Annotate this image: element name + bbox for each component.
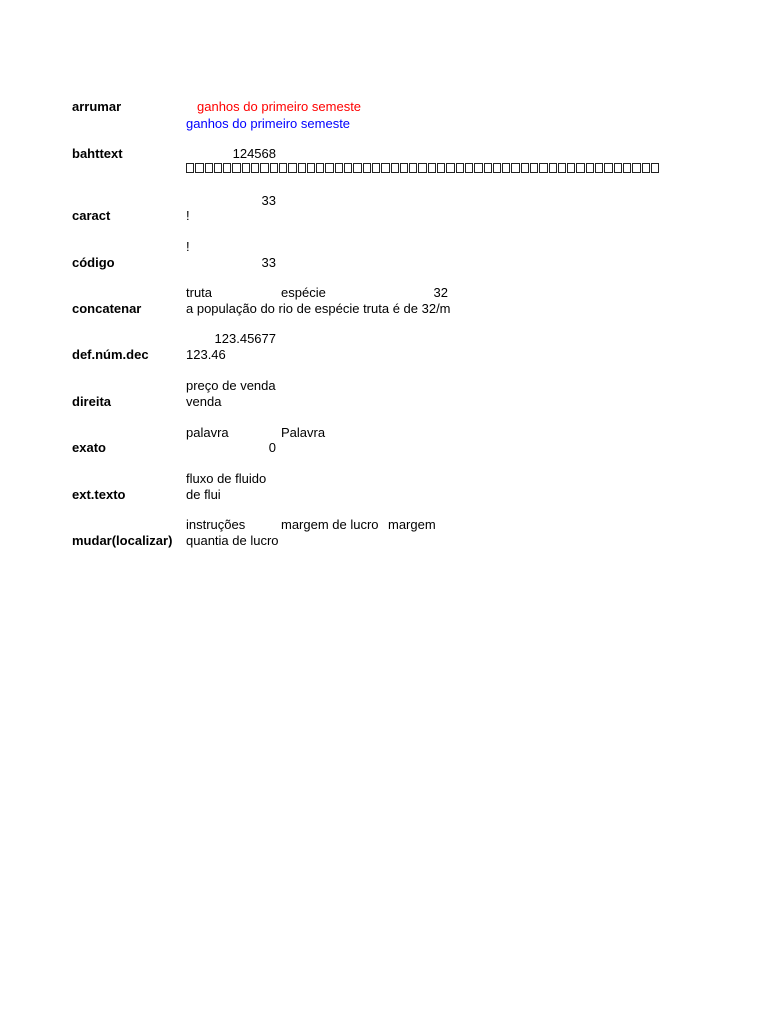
mudar-input-2: margem de lucro [281,517,379,532]
missing-glyph-box [567,163,575,173]
missing-glyph-box [539,163,547,173]
missing-glyph-box [307,163,315,173]
missing-glyph-box [260,163,268,173]
exato-input-1: palavra [186,425,229,440]
mudar-input-1: instruções [186,517,246,532]
missing-glyph-box [270,163,278,173]
missing-glyph-box [400,163,408,173]
concatenar-input-2: espécie [281,285,326,300]
missing-glyph-box [632,163,640,173]
missing-glyph-box [623,163,631,173]
missing-glyph-box [298,163,306,173]
ext-texto-input: fluxo de fluido [186,471,267,486]
missing-glyph-box [446,163,454,173]
missing-glyph-box [186,163,194,173]
missing-glyph-box [651,163,659,173]
missing-glyph-box [595,163,603,173]
caract-input: 33 [261,193,276,208]
missing-glyph-box [502,163,510,173]
missing-glyph-box [428,163,436,173]
missing-glyph-box [511,163,519,173]
exato-result: 0 [268,440,276,455]
arrumar-input: ganhos do primeiro semeste [197,99,362,114]
missing-glyph-box [214,163,222,173]
missing-glyph-box [316,163,324,173]
missing-glyph-box [353,163,361,173]
codigo-input: ! [186,239,190,254]
missing-glyph-box [251,163,259,173]
caract-result: ! [186,208,190,223]
concatenar-result: a população do rio de espécie truta é de 32/m [186,301,451,316]
missing-glyph-box [223,163,231,173]
missing-glyph-box [614,163,622,173]
direita-input: preço de venda [186,378,276,393]
missing-glyph-box [205,163,213,173]
missing-glyph-box [642,163,650,173]
missing-glyph-box [456,163,464,173]
missing-glyph-box [232,163,240,173]
ext-texto-result: de flui [186,487,221,502]
missing-glyph-box [279,163,287,173]
missing-glyph-box [521,163,529,173]
missing-glyph-box [344,163,352,173]
arrumar-result: ganhos do primeiro semeste [186,116,351,131]
exato-input-2: Palavra [281,425,326,440]
label-mudar-localizar: mudar(localizar) [72,533,173,548]
direita-result: venda [186,394,222,409]
label-caract: caract [72,208,111,223]
missing-glyph-box [363,163,371,173]
missing-glyph-box [288,163,296,173]
missing-glyph-box [576,163,584,173]
def-num-dec-result: 123.46 [186,347,226,362]
label-def-num-dec: def.núm.dec [72,347,149,362]
missing-glyph-box [372,163,380,173]
missing-glyph-box [604,163,612,173]
bahttext-input: 124568 [232,146,276,161]
concatenar-input-1: truta [186,285,213,300]
label-exato: exato [72,440,106,455]
def-num-dec-input: 123.45677 [214,331,276,346]
missing-glyph-box [409,163,417,173]
mudar-result: quantia de lucro [186,533,279,548]
label-arrumar: arrumar [72,99,122,114]
missing-glyph-box [242,163,250,173]
label-codigo: código [72,255,115,270]
missing-glyph-box [418,163,426,173]
bahttext-result-glyphs [186,160,659,176]
missing-glyph-box [558,163,566,173]
concatenar-input-3: 32 [433,285,448,300]
label-bahttext: bahttext [72,146,123,161]
missing-glyph-box [493,163,501,173]
label-direita: direita [72,394,112,409]
missing-glyph-box [391,163,399,173]
missing-glyph-box [381,163,389,173]
missing-glyph-box [465,163,473,173]
label-concatenar: concatenar [72,301,142,316]
missing-glyph-box [549,163,557,173]
codigo-result: 33 [261,255,276,270]
missing-glyph-box [325,163,333,173]
missing-glyph-box [586,163,594,173]
label-ext-texto: ext.texto [72,487,126,502]
missing-glyph-box [530,163,538,173]
missing-glyph-box [474,163,482,173]
missing-glyph-box [484,163,492,173]
missing-glyph-box [335,163,343,173]
mudar-input-3: margem [388,517,436,532]
missing-glyph-box [437,163,445,173]
missing-glyph-box [195,163,203,173]
